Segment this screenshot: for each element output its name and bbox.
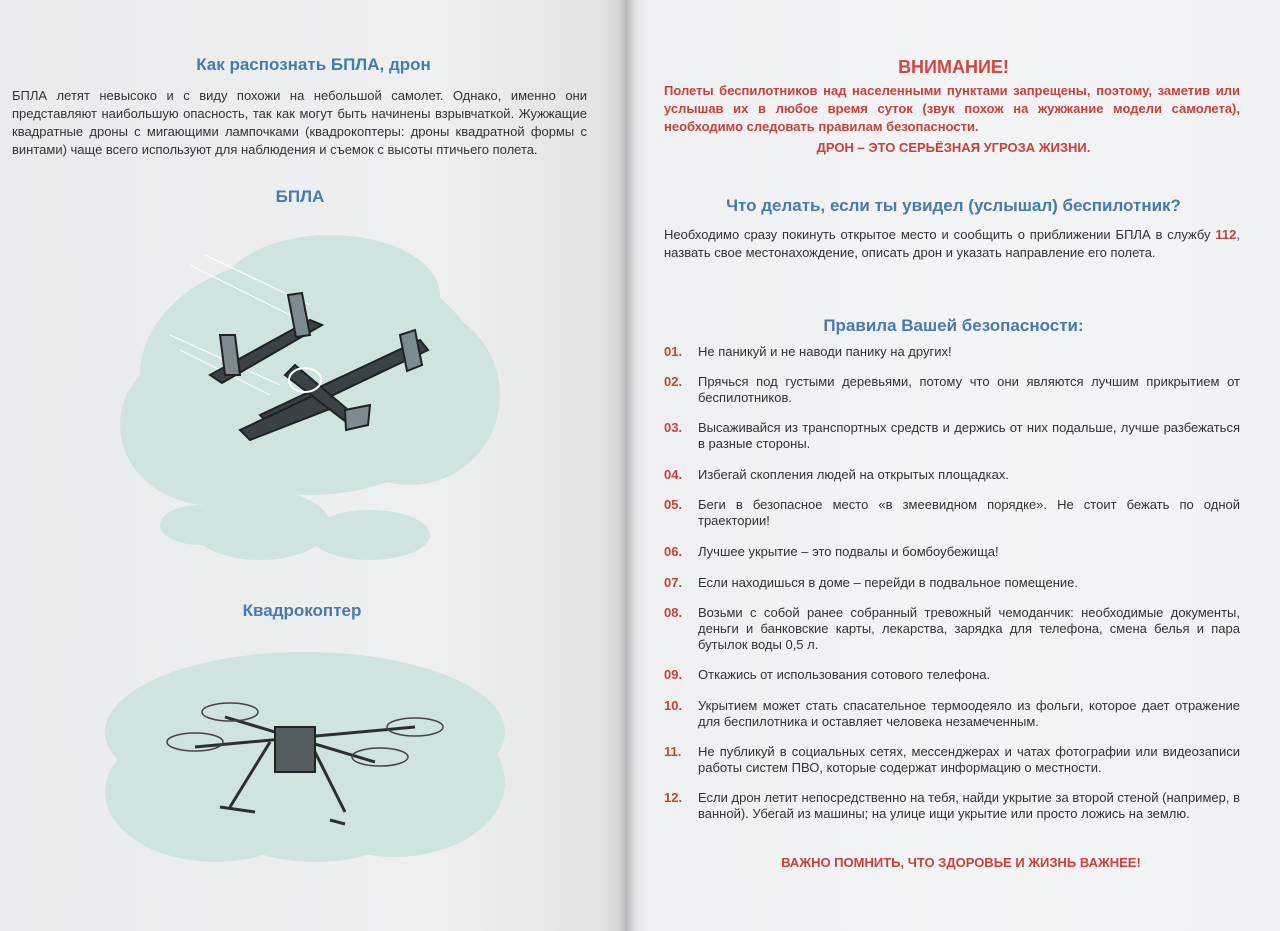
rule-text: Лучшее укрытие – это подвалы и бомбоубежища! bbox=[698, 544, 999, 559]
rule-item bbox=[664, 575, 1240, 591]
intro-paragraph: БПЛА летят невысоко и с виду похожи на небольшой самолет. Однако, именно они представляют наибольшую опасность, так как могут быть начинены взрывчаткой. Жужжащие квадратные дроны с мигающими лампочками (квадрокоптеры: дроны квадратной формы с винтами) чаще всего используют для наблюдения и съемок с высоты птичьего полета. bbox=[12, 88, 587, 157]
rule-item bbox=[664, 344, 1240, 360]
rule-text: Откажись от использования сотового телефона. bbox=[698, 667, 991, 682]
rule-item bbox=[664, 667, 1240, 683]
rule-text: Не паникуй и не наводи панику на других! bbox=[698, 344, 952, 359]
rule-item bbox=[664, 497, 1240, 529]
rule-number: 07. bbox=[664, 575, 683, 590]
bpla-heading: БПЛА bbox=[275, 187, 325, 206]
rule-number: 11. bbox=[664, 744, 682, 759]
rule-number: 10. bbox=[664, 698, 683, 713]
rule-item bbox=[664, 698, 1240, 730]
rule-number: 08. bbox=[664, 605, 683, 620]
quadcopter-illustration bbox=[95, 642, 515, 872]
attention-paragraph: Полеты беспилотников над населенными пунктами запрещены, поэтому, заметив или услышав их в любое время суток (звук похож на жужжание модели самолета), необходимо следовать правилам безопасности. bbox=[664, 83, 1240, 134]
what-to-do-text-start: Необходимо сразу покинуть открытое место и сообщить о приближении БПЛА в службу bbox=[664, 227, 1216, 242]
rule-item bbox=[664, 544, 1240, 560]
rule-item bbox=[664, 605, 1240, 653]
rule-number: 05. bbox=[664, 497, 683, 512]
rule-number: 03. bbox=[664, 420, 683, 435]
rule-text: Прячься под густыми деревьями, потому что они являются лучшим прикрытием от беспилотников. bbox=[698, 374, 1240, 405]
quadcopter-heading: Квадрокоптер bbox=[242, 601, 362, 620]
rule-number: 02. bbox=[664, 374, 683, 389]
rules-heading: Правила Вашей безопасности: bbox=[823, 316, 1084, 335]
attention-heading: ВНИМАНИЕ! bbox=[898, 57, 1009, 77]
fixed-wing-drone-illustration bbox=[110, 225, 510, 585]
what-to-do-heading: Что делать, если ты увидел (услышал) беспилотник? bbox=[726, 196, 1181, 215]
rule-text: Возьми с собой ранее собранный тревожный чемоданчик: необходимые документы, деньги и банковские карты, лекарства, зарядка для телефона, смена белья и пара бутылок воды 0,5 л. bbox=[698, 605, 1240, 652]
important-reminder: ВАЖНО ПОМНИТЬ, ЧТО ЗДОРОВЬЕ И ЖИЗНЬ ВАЖНЕЕ! bbox=[781, 855, 1141, 870]
left-page-title: Как распознать БПЛА, дрон bbox=[196, 55, 431, 74]
threat-warning: ДРОН – ЭТО СЕРЬЁЗНАЯ УГРОЗА ЖИЗНИ. bbox=[816, 140, 1091, 155]
quadcopter-core bbox=[275, 727, 315, 772]
rule-item bbox=[664, 467, 1240, 483]
rule-item bbox=[664, 420, 1240, 452]
rule-text: Укрытием может стать спасательное термоодеяло из фольги, которое дает отражение для беспилотника и оставляет человека незамеченным. bbox=[698, 698, 1240, 729]
rule-item bbox=[664, 790, 1240, 822]
rule-number: 09. bbox=[664, 667, 683, 682]
rule-text: Если дрон летит непосредственно на тебя, найди укрытие за второй стеной (например, в ванной). Убегай из машины; на улице ищи укрытие или просто ложись на землю. bbox=[698, 790, 1240, 821]
rule-number: 04. bbox=[664, 467, 683, 482]
rule-text: Беги в безопасное место «в змеевидном порядке». Не стоит бежать по одной траектории! bbox=[698, 497, 1240, 528]
what-to-do-text-end: , назвать свое местонахождение, описать дрон и указать направление его полета. bbox=[664, 227, 1240, 260]
rule-text: Высаживайся из транспортных средств и держись от них подальше, лучше разбежаться в разные стороны. bbox=[698, 420, 1240, 451]
emergency-number: 112 bbox=[1215, 227, 1237, 242]
rule-item bbox=[664, 374, 1240, 406]
rule-text: Если находишься в доме – перейди в подвальное помещение. bbox=[698, 575, 1078, 590]
rule-text: Не публикуй в социальных сетях, мессенджерах и чатах фотографии или видеозаписи работы систем ПВО, которые содержат информацию о местности. bbox=[698, 744, 1240, 775]
rule-number: 12. bbox=[664, 790, 683, 805]
rule-item bbox=[664, 744, 1240, 776]
rule-number: 06. bbox=[664, 544, 683, 559]
rule-number: 01. bbox=[664, 344, 683, 359]
what-to-do-paragraph bbox=[664, 226, 1240, 262]
rule-text: Избегай скопления людей на открытых площадках. bbox=[698, 467, 1009, 482]
